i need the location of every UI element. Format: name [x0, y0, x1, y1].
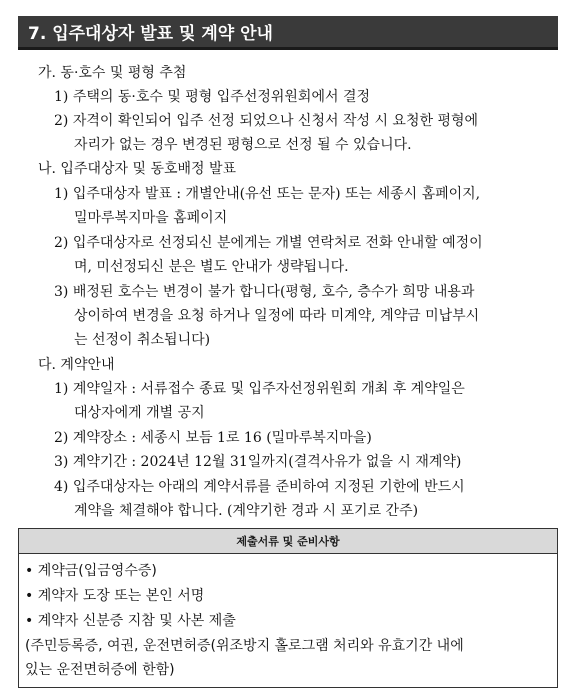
box-list-item-note: (주민등록증, 여권, 운전면허증(위조방지 홀로그램 처리와 유효기간 내에: [25, 638, 464, 654]
list-item: 2) 자격이 확인되어 입주 선정 되었으나 신청서 작성 시 요청한 평형에: [54, 113, 479, 129]
list-item: 1) 주택의 동·호수 및 평형 입주선정위원회에서 결정: [54, 89, 370, 105]
box-list-item-note: 있는 운전면허증에 한함): [25, 662, 175, 678]
list-item: 4) 입주대상자는 아래의 계약서류를 준비하여 지정된 기한에 반드시: [54, 479, 465, 495]
list-item: 3) 배정된 호수는 변경이 불가 합니다(평형, 호수, 층수가 희망 내용과: [54, 284, 475, 300]
list-item-continuation: 며, 미선정되신 분은 별도 안내가 생략됩니다.: [74, 259, 349, 275]
list-item-continuation: 대상자에게 개별 공지: [74, 405, 205, 421]
box-list-item: • 계약자 도장 또는 본인 서명: [25, 588, 205, 604]
section-label: 다. 계약안내: [38, 357, 115, 373]
list-item: 2) 계약장소 : 세종시 보듬 1로 16 (밀마루복지마을): [54, 430, 372, 446]
list-item: 2) 입주대상자로 선정되신 분에게는 개별 연락처로 전화 안내할 예정이: [54, 235, 483, 251]
list-item-continuation: 계약을 체결해야 합니다. (계약기한 경과 시 포기로 간주): [74, 503, 419, 519]
list-item-continuation: 밀마루복지마을 홈페이지: [74, 210, 228, 226]
box-title: 제출서류 및 준비사항: [19, 529, 557, 554]
list-item-continuation: 자리가 없는 경우 변경된 평형으로 선정 될 수 있습니다.: [74, 137, 412, 153]
list-item-continuation: 는 선정이 취소됩니다): [74, 332, 211, 348]
section-label: 나. 입주대상자 및 동호배정 발표: [38, 161, 237, 177]
section-header: [18, 16, 558, 50]
list-item: 1) 입주대상자 발표 : 개별안내(유선 또는 문자) 또는 세종시 홈페이지,: [54, 186, 481, 202]
box-list-item: • 계약금(입금영수증): [25, 563, 157, 579]
list-item-continuation: 상이하여 변경을 요청 하거나 일정에 따라 미계약, 계약금 미납부시: [74, 308, 480, 324]
list-item: 1) 계약일자 : 서류접수 종료 및 입주자선정위원회 개최 후 계약일은: [54, 381, 465, 397]
box-list-item: • 계약자 신분증 지참 및 사본 제출: [25, 613, 236, 629]
section-title: 7. 입주대상자 발표 및 계약 안내: [28, 24, 273, 44]
section-label: 가. 동·호수 및 평형 추첨: [38, 65, 187, 81]
list-item: 3) 계약기간 : 2024년 12월 31일까지(결격사유가 없을 시 재계약): [54, 454, 462, 470]
required-documents-box: [18, 528, 558, 688]
